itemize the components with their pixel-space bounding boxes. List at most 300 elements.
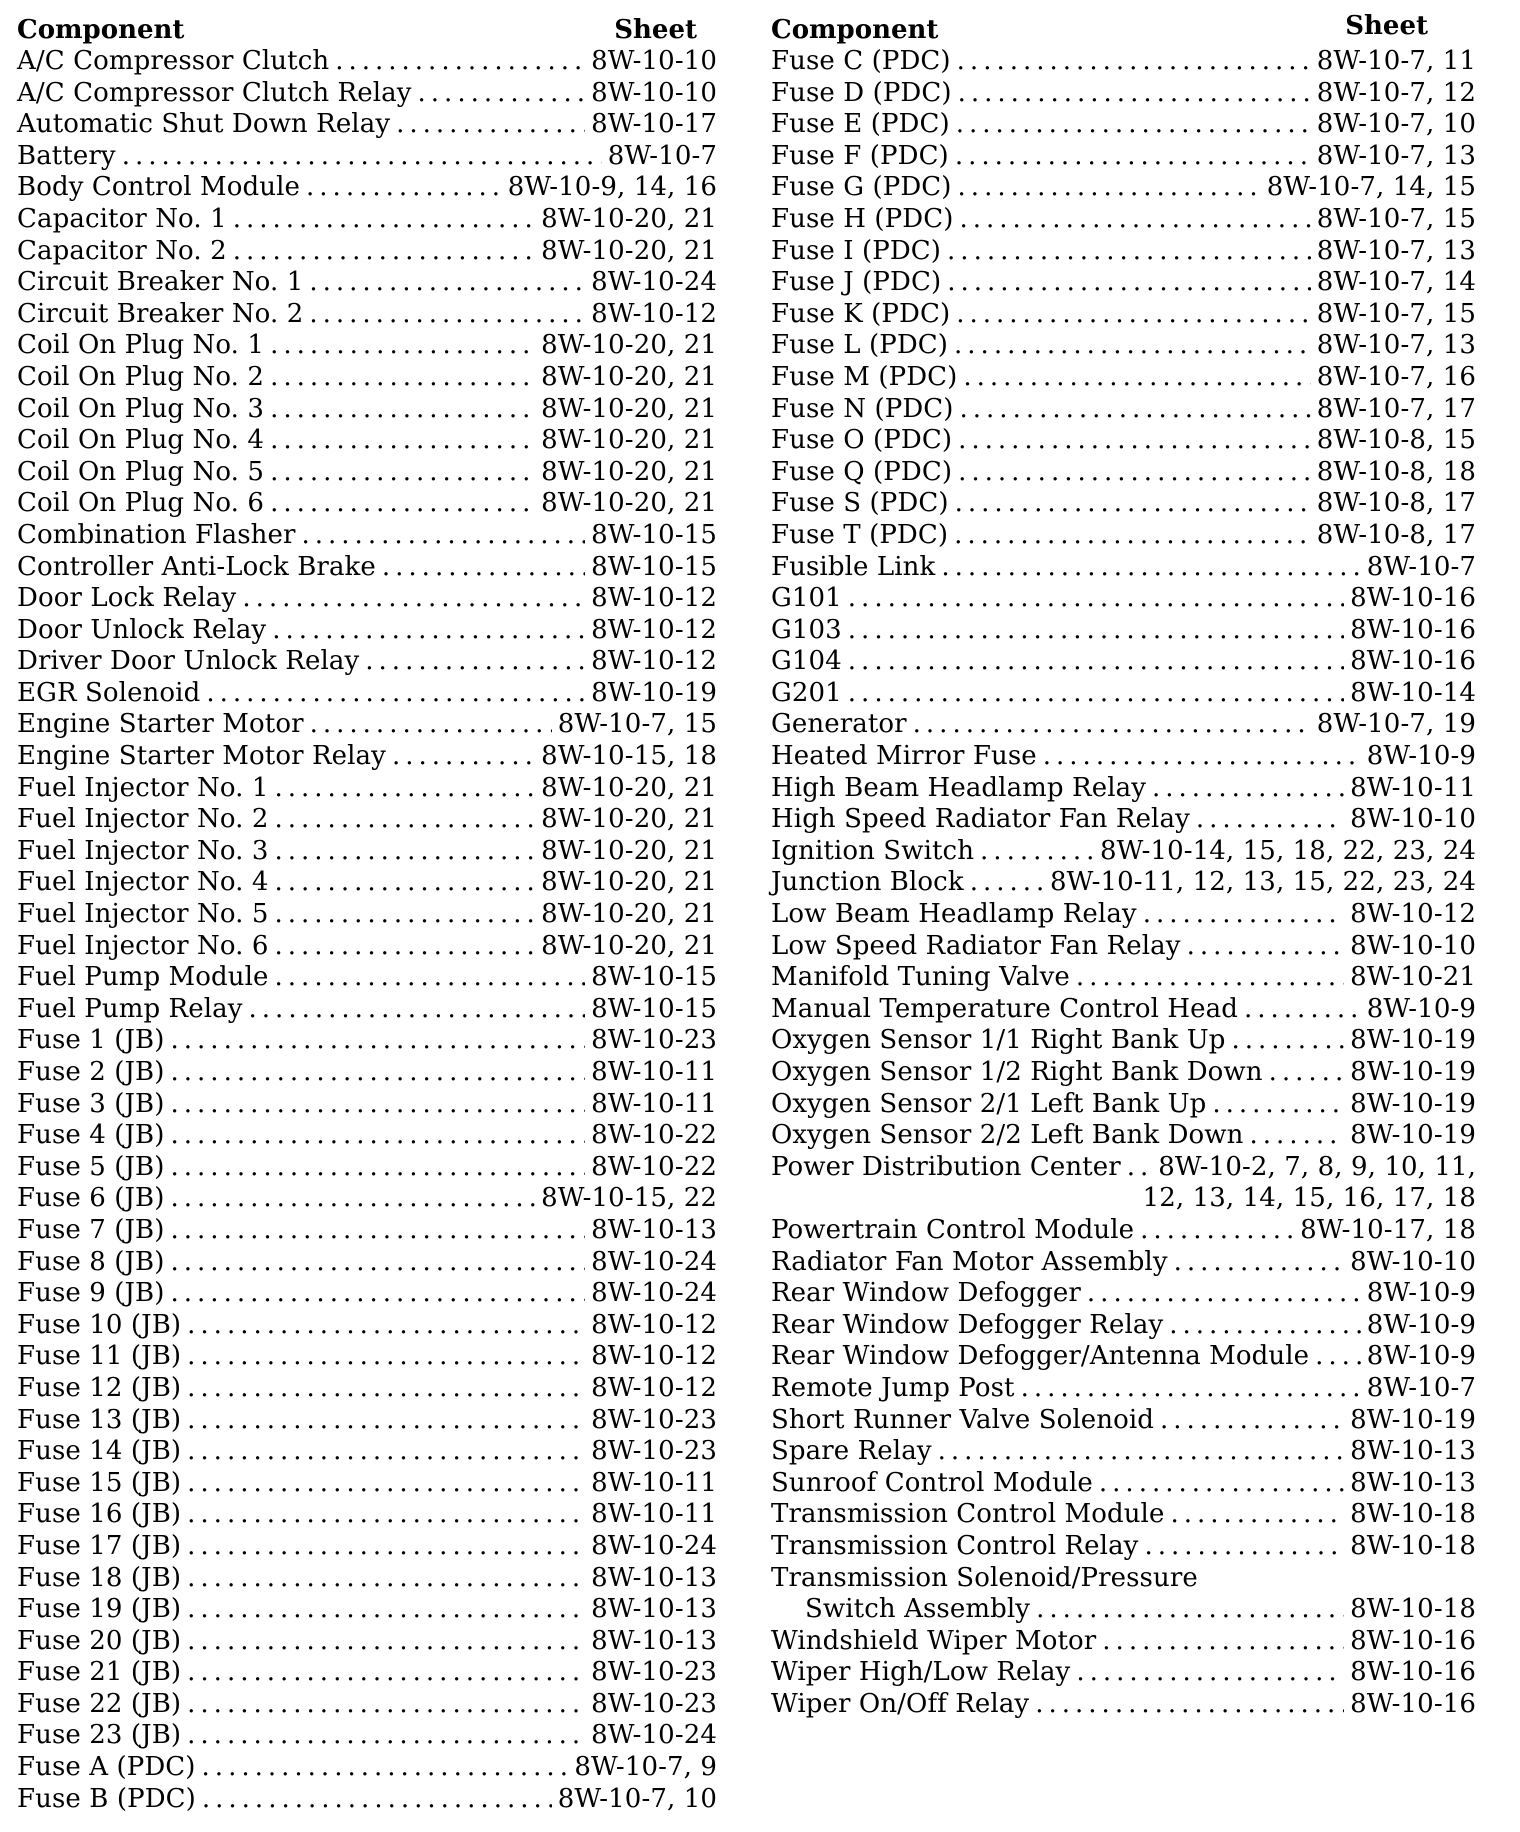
dot-leader <box>187 1373 585 1405</box>
sheet-reference: 8W-10-7, 10 <box>1316 109 1476 140</box>
right-column-header <box>771 11 1476 46</box>
component-name: Fuse 7 (JB) <box>17 1214 165 1245</box>
sheet-reference: 8W-10-16 <box>1350 1657 1476 1688</box>
sheet-reference: 8W-10-7, 11 <box>1316 46 1476 76</box>
component-name: Controller Anti-Lock Brake <box>17 551 376 582</box>
dot-leader <box>958 78 1311 110</box>
sheet-reference: 8W-10-15, 22 <box>541 1183 717 1214</box>
list-item <box>17 362 717 394</box>
list-item <box>17 867 717 899</box>
dot-leader <box>1196 804 1344 836</box>
sheet-reference: 8W-10-23 <box>591 1436 717 1467</box>
component-name: Remote Jump Post <box>771 1372 1015 1403</box>
list-item <box>17 1089 717 1121</box>
component-name: Fuse 14 (JB) <box>17 1436 182 1467</box>
sheet-reference: 8W-10-23 <box>591 1025 717 1056</box>
sheet-reference: 8W-10-12 <box>591 583 717 614</box>
component-name: Fuel Pump Module <box>17 962 269 993</box>
component-name: Engine Starter Motor <box>17 709 304 740</box>
sheet-reference: 8W-10-24 <box>591 1246 717 1277</box>
sheet-reference: 8W-10-20, 21 <box>541 772 717 803</box>
list-item <box>17 204 717 236</box>
sheet-reference: 8W-10-9 <box>1366 1278 1476 1309</box>
dot-leader <box>206 678 585 710</box>
sheet-reference: 8W-10-10 <box>1350 1246 1476 1277</box>
list-item <box>17 394 717 426</box>
component-name: Fuse C (PDC) <box>771 46 951 76</box>
component-name: Combination Flasher <box>17 519 296 550</box>
sheet-reference: 8W-10-7, 15 <box>1316 298 1476 329</box>
sheet-reference: 8W-10-20, 21 <box>541 867 717 898</box>
component-name: Fuse D (PDC) <box>771 77 952 108</box>
component-name: Fuse 2 (JB) <box>17 1057 165 1087</box>
component-name: Fuel Injector No. 2 <box>17 804 269 835</box>
sheet-reference: 8W-10-20, 21 <box>541 488 717 519</box>
component-name: Coil On Plug No. 6 <box>17 488 265 519</box>
sheet-reference: 8W-10-12 <box>591 298 717 329</box>
component-name: Fuse 13 (JB) <box>17 1404 182 1435</box>
list-item <box>17 931 717 963</box>
dot-leader <box>1187 931 1345 963</box>
list-item <box>771 1025 1476 1057</box>
dot-leader <box>171 1215 586 1247</box>
sheet-reference: 8W-10-16 <box>1350 1625 1476 1656</box>
sheet-reference: 8W-10-7, 12 <box>1316 77 1476 108</box>
component-name: Fuse O (PDC) <box>771 425 953 456</box>
dot-leader <box>233 204 535 236</box>
component-name: Transmission Solenoid/Pressure <box>771 1562 1198 1593</box>
dot-leader <box>275 836 536 868</box>
list-item <box>771 741 1476 773</box>
component-name: Coil On Plug No. 3 <box>17 393 265 424</box>
list-item <box>771 425 1476 457</box>
sheet-reference: 8W-10-2, 7, 8, 9, 10, 11, <box>1158 1151 1476 1182</box>
component-name: Coil On Plug No. 5 <box>17 456 265 487</box>
component-name: A/C Compressor Clutch Relay <box>17 77 412 108</box>
component-name: Fuse H (PDC) <box>771 203 954 234</box>
sheet-reference: 8W-10-14, 15, 18, 22, 23, 24 <box>1100 835 1476 866</box>
dot-leader <box>270 330 535 362</box>
list-item <box>771 1563 1476 1595</box>
list-item <box>771 330 1476 362</box>
dot-leader <box>171 1247 586 1279</box>
list-item <box>771 646 1476 678</box>
dot-leader <box>1152 773 1344 805</box>
component-name: Fuse 3 (JB) <box>17 1088 165 1119</box>
sheet-reference: 8W-10-20, 21 <box>541 425 717 456</box>
component-name: Fuse 20 (JB) <box>17 1625 182 1656</box>
dot-leader <box>171 1183 536 1215</box>
dot-leader <box>970 867 1044 899</box>
dot-leader <box>1087 1278 1361 1310</box>
dot-leader <box>1174 1247 1344 1279</box>
component-name: EGR Solenoid <box>17 677 201 708</box>
sheet-reference: 8W-10-19 <box>591 677 717 708</box>
sheet-reference: 8W-10-7, 16 <box>1316 361 1476 392</box>
dot-leader <box>187 1720 585 1752</box>
list-item <box>17 46 717 78</box>
list-item <box>771 1120 1476 1152</box>
dot-leader <box>947 236 1311 268</box>
dot-leader <box>202 1784 552 1816</box>
sheet-reference: 8W-10-10 <box>591 77 717 108</box>
dot-leader <box>963 362 1310 394</box>
list-item <box>17 1278 717 1310</box>
component-name: Rear Window Defogger Relay <box>771 1309 1164 1340</box>
dot-leader <box>848 678 1344 710</box>
list-item <box>17 1689 717 1721</box>
sheet-reference: 8W-10-7, 19 <box>1316 709 1476 740</box>
sheet-header: Sheet <box>614 15 697 45</box>
component-name: Fuse 18 (JB) <box>17 1562 182 1593</box>
dot-leader <box>187 1563 585 1595</box>
dot-leader <box>1143 899 1344 931</box>
dot-leader <box>270 457 535 489</box>
dot-leader <box>270 488 535 520</box>
sheet-reference: 8W-10-11 <box>1350 772 1476 803</box>
component-name: Fuse 10 (JB) <box>17 1309 182 1340</box>
component-name: Fuse E (PDC) <box>771 109 950 140</box>
component-name: Fuel Injector No. 1 <box>17 772 269 803</box>
sheet-reference: 8W-10-9 <box>1366 1309 1476 1340</box>
list-item <box>771 678 1476 710</box>
list-item <box>771 931 1476 963</box>
dot-leader <box>302 520 586 552</box>
list-item <box>771 1152 1476 1184</box>
sheet-reference: 8W-10-20, 21 <box>541 899 717 930</box>
list-item <box>771 709 1476 741</box>
dot-leader <box>1076 962 1344 994</box>
dot-leader <box>275 773 536 805</box>
list-item <box>771 552 1476 584</box>
sheet-reference: 8W-10-7, 13 <box>1316 235 1476 266</box>
list-item <box>17 709 717 741</box>
dot-leader <box>1076 1657 1344 1689</box>
list-item <box>17 520 717 552</box>
sheet-reference: 8W-10-12 <box>591 1309 717 1340</box>
component-name: High Beam Headlamp Relay <box>771 772 1147 803</box>
component-name: Coil On Plug No. 1 <box>17 330 265 361</box>
dot-leader <box>1127 1152 1152 1184</box>
dot-leader <box>202 1752 569 1784</box>
sheet-reference: 8W-10-8, 17 <box>1316 488 1476 519</box>
component-name: G101 <box>771 583 842 614</box>
component-name: G103 <box>771 614 842 645</box>
sheet-reference: 8W-10-13 <box>591 1562 717 1593</box>
dot-leader <box>1099 1468 1344 1500</box>
dot-leader <box>187 1657 585 1689</box>
sheet-reference: 8W-10-12 <box>1350 899 1476 930</box>
sheet-reference: 8W-10-13 <box>591 1594 717 1625</box>
list-item <box>17 741 717 773</box>
component-name: Oxygen Sensor 2/2 Left Bank Down <box>771 1120 1244 1151</box>
list-item <box>17 1657 717 1689</box>
sheet-reference: 8W-10-10 <box>1350 930 1476 961</box>
component-name: Capacitor No. 2 <box>17 235 227 266</box>
right-column <box>771 11 1476 1720</box>
list-item <box>17 109 717 141</box>
list-item <box>17 678 717 710</box>
component-name: Fuel Injector No. 6 <box>17 930 269 961</box>
sheet-reference: 8W-10-24 <box>591 1278 717 1309</box>
list-item <box>771 172 1476 204</box>
sheet-reference: 8W-10-15 <box>591 962 717 993</box>
dot-leader <box>941 552 1360 584</box>
list-item <box>771 1689 1476 1721</box>
list-item <box>17 1752 717 1784</box>
component-name: Fuse 22 (JB) <box>17 1688 182 1719</box>
component-name: Fuse Q (PDC) <box>771 456 953 487</box>
list-item <box>17 646 717 678</box>
list-item <box>771 78 1476 110</box>
sheet-reference: 8W-10-13 <box>1350 1467 1476 1498</box>
dot-leader <box>958 172 1261 204</box>
sheet-reference: 8W-10-13 <box>1350 1436 1476 1467</box>
component-name: Manifold Tuning Valve <box>771 962 1070 993</box>
sheet-reference: 8W-10-7 <box>1366 551 1476 582</box>
list-item <box>17 1594 717 1626</box>
component-name: Fuse 23 (JB) <box>17 1720 182 1751</box>
list-item <box>771 109 1476 141</box>
dot-leader <box>187 1405 585 1437</box>
component-name: Fuel Injector No. 3 <box>17 835 269 866</box>
list-item <box>771 1057 1476 1089</box>
component-name: Wiper On/Off Relay <box>771 1688 1030 1719</box>
dot-leader <box>187 1594 585 1626</box>
component-name: Wiper High/Low Relay <box>771 1657 1071 1688</box>
list-item <box>17 1152 717 1184</box>
dot-leader <box>275 899 536 931</box>
component-name: Fuse B (PDC) <box>17 1783 196 1814</box>
dot-leader <box>1269 1057 1344 1089</box>
component-name: Sunroof Control Module <box>771 1467 1093 1498</box>
component-list-left <box>17 46 717 1815</box>
list-item <box>771 615 1476 647</box>
sheet-reference: 8W-10-20, 21 <box>541 835 717 866</box>
list-item <box>17 1215 717 1247</box>
dot-leader <box>171 1120 586 1152</box>
component-name: Heated Mirror Fuse <box>771 741 1037 772</box>
component-name: Fuel Pump Relay <box>17 993 243 1024</box>
dot-leader <box>848 646 1344 678</box>
dot-leader <box>1021 1373 1361 1405</box>
dot-leader <box>1144 1531 1344 1563</box>
list-item <box>771 1373 1476 1405</box>
component-name: Low Speed Radiator Fan Relay <box>771 930 1181 961</box>
sheet-reference: 8W-10-12 <box>591 614 717 645</box>
component-name: Circuit Breaker No. 2 <box>17 298 304 329</box>
sheet-reference: 8W-10-19 <box>1350 1120 1476 1151</box>
list-item <box>17 615 717 647</box>
sheet-reference: 8W-10-15 <box>591 551 717 582</box>
component-name: Engine Starter Motor Relay <box>17 741 386 772</box>
list-item <box>771 46 1476 78</box>
list-item <box>771 1183 1476 1215</box>
sheet-reference: 8W-10-14 <box>1350 677 1476 708</box>
sheet-reference: 8W-10-7 <box>1366 1372 1476 1403</box>
component-name: Rear Window Defogger/Antenna Module <box>771 1341 1310 1372</box>
list-item <box>771 1436 1476 1468</box>
dot-leader <box>310 709 552 741</box>
component-name: Fuse 5 (JB) <box>17 1151 165 1182</box>
dot-leader <box>956 299 1311 331</box>
component-name: Battery <box>17 140 116 171</box>
list-item <box>771 1310 1476 1342</box>
dot-leader <box>396 109 585 141</box>
dot-leader <box>270 362 535 394</box>
dot-leader <box>309 267 585 299</box>
sheet-reference: 8W-10-13 <box>591 1214 717 1245</box>
list-item <box>17 1468 717 1500</box>
list-item <box>771 804 1476 836</box>
sheet-reference: 8W-10-7 <box>607 140 717 171</box>
sheet-reference: 8W-10-18 <box>1350 1594 1476 1625</box>
sheet-reference: 8W-10-15 <box>591 519 717 550</box>
sheet-reference: 8W-10-15, 18 <box>541 741 717 772</box>
dot-leader <box>275 804 536 836</box>
sheet-reference: 8W-10-20, 21 <box>541 235 717 266</box>
sheet-reference: 8W-10-22 <box>591 1151 717 1182</box>
dot-leader <box>187 1341 585 1373</box>
list-item <box>17 1405 717 1437</box>
component-name: Coil On Plug No. 4 <box>17 425 265 456</box>
list-item <box>771 899 1476 931</box>
sheet-reference: 8W-10-9 <box>1366 993 1476 1024</box>
list-item <box>17 1626 717 1658</box>
component-name: Fuse J (PDC) <box>771 267 942 298</box>
component-name: Power Distribution Center <box>771 1151 1121 1182</box>
dot-leader <box>1043 741 1361 773</box>
sheet-reference: 8W-10-7, 14, 15 <box>1266 172 1476 203</box>
dot-leader <box>1102 1626 1344 1658</box>
component-name: Fuse M (PDC) <box>771 361 958 392</box>
sheet-reference: 8W-10-24 <box>591 1530 717 1561</box>
dot-leader <box>171 1089 586 1121</box>
component-name: Fusible Link <box>771 551 936 582</box>
dot-leader <box>1140 1215 1294 1247</box>
component-name: Fuse K (PDC) <box>771 298 951 329</box>
component-name: Fuse 8 (JB) <box>17 1246 165 1277</box>
sheet-reference: 8W-10-23 <box>591 1657 717 1688</box>
sheet-reference: 8W-10-16 <box>1350 614 1476 645</box>
dot-leader <box>1169 1310 1360 1342</box>
list-item <box>17 172 717 204</box>
dot-leader <box>1212 1089 1344 1121</box>
dot-leader <box>954 520 1311 552</box>
component-name-continued: Switch Assembly <box>805 1594 1031 1625</box>
sheet-reference: 8W-10-9 <box>1366 741 1476 772</box>
list-item <box>17 299 717 331</box>
dot-leader <box>187 1310 585 1342</box>
list-item <box>771 994 1476 1026</box>
sheet-reference: 8W-10-8, 17 <box>1316 519 1476 550</box>
dot-leader <box>187 1626 585 1658</box>
sheet-reference: 8W-10-16 <box>1350 646 1476 677</box>
component-name: Low Beam Headlamp Relay <box>771 899 1137 930</box>
list-item <box>771 520 1476 552</box>
list-item <box>17 1563 717 1595</box>
component-name: Door Unlock Relay <box>17 614 267 645</box>
sheet-reference: 8W-10-24 <box>591 1720 717 1751</box>
component-name: Fuse 9 (JB) <box>17 1278 165 1309</box>
list-item <box>17 1025 717 1057</box>
dot-leader <box>382 552 585 584</box>
list-item <box>17 899 717 931</box>
dot-leader <box>122 141 602 173</box>
component-name: G104 <box>771 646 842 677</box>
sheet-reference: 8W-10-12 <box>591 646 717 677</box>
dot-leader <box>1170 1499 1344 1531</box>
dot-leader <box>938 1436 1344 1468</box>
list-item <box>771 773 1476 805</box>
list-item <box>17 267 717 299</box>
dot-leader <box>1036 1594 1344 1626</box>
list-item <box>771 141 1476 173</box>
component-name: Spare Relay <box>771 1436 932 1467</box>
list-item <box>17 1310 717 1342</box>
list-item <box>17 962 717 994</box>
component-name: Generator <box>771 709 907 740</box>
sheet-reference: 8W-10-11 <box>591 1499 717 1530</box>
dot-leader <box>171 1278 586 1310</box>
list-item <box>771 362 1476 394</box>
dot-leader <box>1250 1120 1345 1152</box>
list-item <box>17 141 717 173</box>
component-name: Rear Window Defogger <box>771 1278 1081 1309</box>
sheet-reference: 8W-10-10 <box>1350 804 1476 835</box>
sheet-reference: 8W-10-17 <box>591 109 717 140</box>
component-name: Short Runner Valve Solenoid <box>771 1404 1155 1435</box>
dot-leader <box>956 109 1311 141</box>
dot-leader <box>270 394 535 426</box>
sheet-reference: 8W-10-19 <box>1350 1057 1476 1087</box>
sheet-header: Sheet <box>1345 11 1428 41</box>
sheet-reference-continued: 12, 13, 14, 15, 16, 17, 18 <box>1142 1183 1476 1214</box>
component-name: Transmission Control Relay <box>771 1530 1139 1561</box>
dot-leader <box>392 741 535 773</box>
component-name: Oxygen Sensor 1/2 Right Bank Down <box>771 1057 1263 1087</box>
dot-leader <box>957 46 1311 78</box>
sheet-reference: 8W-10-11 <box>591 1467 717 1498</box>
component-header: Component <box>17 15 185 45</box>
component-name: Door Lock Relay <box>17 583 237 614</box>
sheet-reference: 8W-10-7, 13 <box>1316 140 1476 171</box>
list-item <box>771 1247 1476 1279</box>
list-item <box>17 552 717 584</box>
component-name: Junction Block <box>771 867 964 898</box>
component-name: Fuse N (PDC) <box>771 393 954 424</box>
dot-leader <box>1315 1341 1361 1373</box>
component-name: Fuse G (PDC) <box>771 172 952 203</box>
sheet-reference: 8W-10-20, 21 <box>541 930 717 961</box>
left-column-header <box>17 14 717 46</box>
list-item <box>17 1183 717 1215</box>
sheet-reference: 8W-10-18 <box>1350 1499 1476 1530</box>
list-item <box>17 1784 717 1816</box>
list-item <box>17 583 717 615</box>
sheet-reference: 8W-10-11 <box>591 1088 717 1119</box>
dot-leader <box>171 1025 586 1057</box>
component-name: Fuse F (PDC) <box>771 140 949 171</box>
component-name: A/C Compressor Clutch <box>17 46 330 76</box>
list-item <box>771 1499 1476 1531</box>
component-name: Ignition Switch <box>771 835 975 866</box>
component-list-right <box>771 46 1476 1720</box>
sheet-reference: 8W-10-7, 9 <box>574 1752 717 1783</box>
list-item <box>17 1120 717 1152</box>
component-name: Fuse I (PDC) <box>771 235 942 266</box>
list-item <box>17 1057 717 1089</box>
